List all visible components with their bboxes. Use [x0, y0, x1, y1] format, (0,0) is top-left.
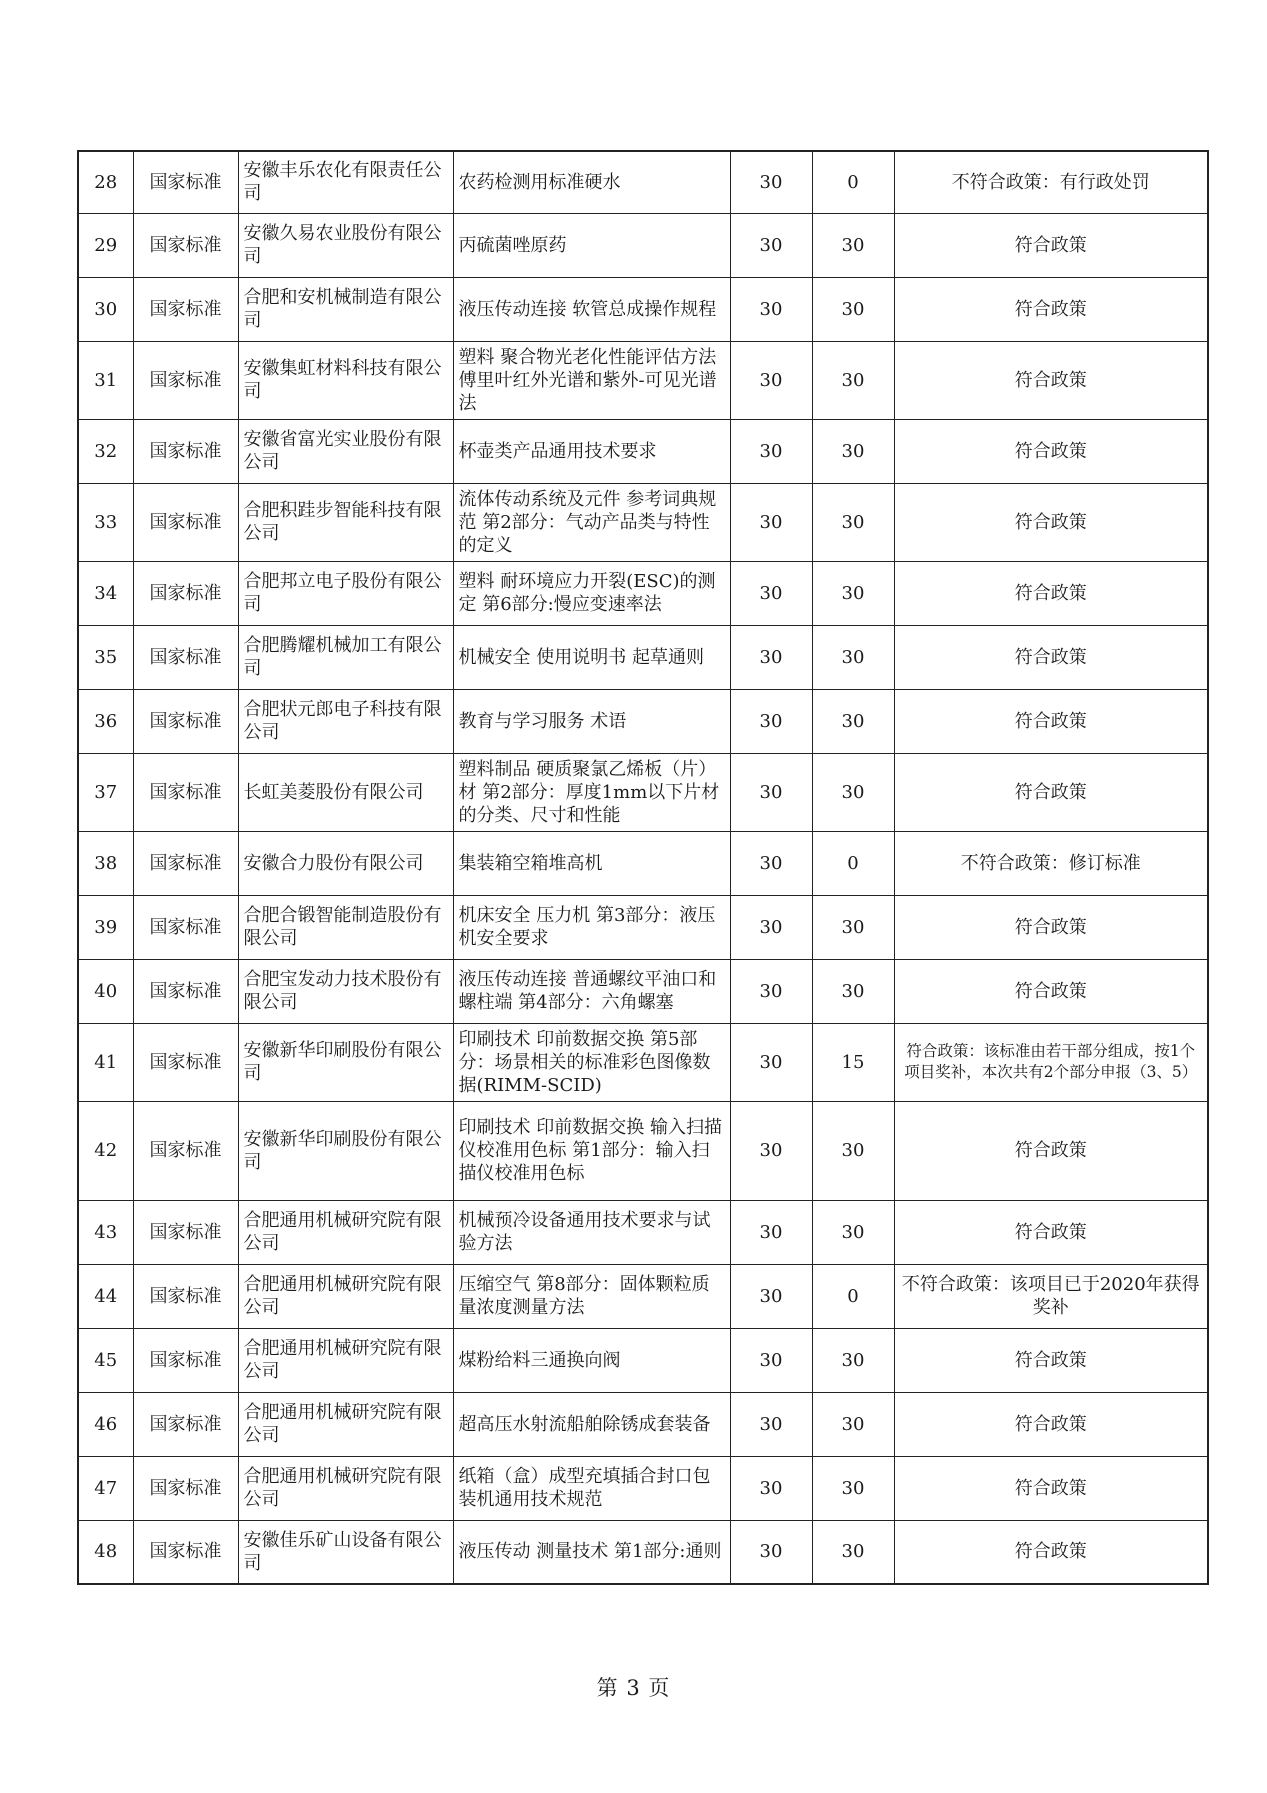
award-amount: 30	[812, 483, 894, 561]
company-name: 合肥腾耀机械加工有限公司	[238, 625, 453, 689]
company-name: 安徽佳乐矿山设备有限公司	[238, 1520, 453, 1584]
policy-remark: 符合政策	[894, 1392, 1208, 1456]
award-amount: 0	[812, 831, 894, 895]
row-number: 45	[78, 1328, 133, 1392]
company-name: 合肥通用机械研究院有限公司	[238, 1200, 453, 1264]
award-amount: 30	[812, 689, 894, 753]
policy-remark: 符合政策	[894, 1520, 1208, 1584]
table-row	[78, 753, 1208, 831]
policy-remark: 符合政策	[894, 341, 1208, 419]
company-name: 合肥宝发动力技术股份有限公司	[238, 959, 453, 1023]
standard-type: 国家标准	[133, 1101, 238, 1200]
award-amount: 15	[812, 1023, 894, 1101]
standard-title: 机械安全 使用说明书 起草通则	[453, 625, 730, 689]
award-amount: 30	[812, 341, 894, 419]
award-amount: 30	[812, 1392, 894, 1456]
standard-type: 国家标准	[133, 831, 238, 895]
row-number: 35	[78, 625, 133, 689]
company-name: 安徽省富光实业股份有限公司	[238, 419, 453, 483]
standard-type: 国家标准	[133, 625, 238, 689]
standard-type: 国家标准	[133, 959, 238, 1023]
standard-title-text: 塑料 耐环境应力开裂(ESC)的测定 第6部分:慢应变速率法	[458, 571, 716, 615]
standard-title: 塑料 聚合物光老化性能评估方法 傅里叶红外光谱和紫外-可见光谱法	[453, 341, 730, 419]
company-name: 安徽合力股份有限公司	[238, 831, 453, 895]
row-number: 38	[78, 831, 133, 895]
policy-remark: 符合政策	[894, 419, 1208, 483]
declared-amount: 30	[730, 483, 812, 561]
standard-type: 国家标准	[133, 1200, 238, 1264]
standard-type: 国家标准	[133, 483, 238, 561]
standard-title: 超高压水射流船舶除锈成套装备	[453, 1392, 730, 1456]
company-name: 合肥通用机械研究院有限公司	[238, 1264, 453, 1328]
row-number: 37	[78, 753, 133, 831]
company-name: 合肥通用机械研究院有限公司	[238, 1456, 453, 1520]
policy-remark: 符合政策	[894, 959, 1208, 1023]
standard-title: 丙硫菌唑原药	[453, 213, 730, 277]
award-amount: 30	[812, 625, 894, 689]
table-row	[78, 561, 1208, 625]
policy-remark: 符合政策	[894, 561, 1208, 625]
standard-title: 机械预冷设备通用技术要求与试验方法	[453, 1200, 730, 1264]
declared-amount: 30	[730, 625, 812, 689]
company-name: 合肥合锻智能制造股份有限公司	[238, 895, 453, 959]
policy-remark: 符合政策	[894, 277, 1208, 341]
company-name: 安徽新华印刷股份有限公司	[238, 1101, 453, 1200]
policy-remark: 不符合政策：修订标准	[894, 831, 1208, 895]
policy-remark: 不符合政策：该项目已于2020年获得奖补	[894, 1264, 1208, 1328]
standard-type: 国家标准	[133, 1520, 238, 1584]
award-amount: 30	[812, 1456, 894, 1520]
declared-amount: 30	[730, 341, 812, 419]
page-number: 第 3 页	[596, 1676, 671, 1700]
company-name: 安徽集虹材料科技有限公司	[238, 341, 453, 419]
standard-title: 机床安全 压力机 第3部分：液压机安全要求	[453, 895, 730, 959]
table-row	[78, 1264, 1208, 1328]
policy-remark: 符合政策	[894, 753, 1208, 831]
standard-type: 国家标准	[133, 895, 238, 959]
award-amount: 0	[812, 151, 894, 213]
declared-amount: 30	[730, 895, 812, 959]
row-number: 30	[78, 277, 133, 341]
declared-amount: 30	[730, 689, 812, 753]
table-row	[78, 213, 1208, 277]
declared-amount: 30	[730, 1023, 812, 1101]
award-amount: 30	[812, 895, 894, 959]
standard-title: 教育与学习服务 术语	[453, 689, 730, 753]
row-number: 40	[78, 959, 133, 1023]
row-number: 39	[78, 895, 133, 959]
award-amount: 30	[812, 1328, 894, 1392]
standard-type: 国家标准	[133, 1392, 238, 1456]
policy-remark: 不符合政策：有行政处罚	[894, 151, 1208, 213]
standard-type: 国家标准	[133, 341, 238, 419]
standard-title: 压缩空气 第8部分：固体颗粒质量浓度测量方法	[453, 1264, 730, 1328]
standard-type: 国家标准	[133, 151, 238, 213]
declared-amount: 30	[730, 419, 812, 483]
declared-amount: 30	[730, 1200, 812, 1264]
table-row	[78, 1328, 1208, 1392]
standard-title: 液压传动连接 软管总成操作规程	[453, 277, 730, 341]
table-row	[78, 341, 1208, 419]
row-number: 48	[78, 1520, 133, 1584]
standard-title: 塑料制品 硬质聚氯乙烯板（片）材 第2部分：厚度1mm以下片材的分类、尺寸和性能	[453, 753, 730, 831]
declared-amount: 30	[730, 1456, 812, 1520]
declared-amount: 30	[730, 753, 812, 831]
award-amount: 30	[812, 277, 894, 341]
standard-title-text: 液压传动连接 普通螺纹平油口和螺柱端 第4部分：六角螺塞	[458, 969, 717, 1013]
policy-remark: 符合政策	[894, 689, 1208, 753]
standard-type: 国家标准	[133, 1023, 238, 1101]
table-row	[78, 1200, 1208, 1264]
award-amount: 30	[812, 1101, 894, 1200]
table-row	[78, 419, 1208, 483]
policy-remark: 符合政策：该标准由若干部分组成，按1个项目奖补，本次共有2个部分申报（3、5）	[894, 1023, 1208, 1101]
company-name: 安徽丰乐农化有限责任公司	[238, 151, 453, 213]
award-amount: 30	[812, 419, 894, 483]
row-number: 47	[78, 1456, 133, 1520]
row-number: 32	[78, 419, 133, 483]
standard-type: 国家标准	[133, 419, 238, 483]
standard-type: 国家标准	[133, 1328, 238, 1392]
award-amount: 30	[812, 561, 894, 625]
standard-title: 印刷技术 印前数据交换 第5部分：场景相关的标准彩色图像数据(RIMM-SCID)	[453, 1023, 730, 1101]
declared-amount: 30	[730, 277, 812, 341]
standard-title: 液压传动 测量技术 第1部分:通则	[453, 1520, 730, 1584]
table-row	[78, 277, 1208, 341]
table-row	[78, 959, 1208, 1023]
standard-title: 农药检测用标准硬水	[453, 151, 730, 213]
declared-amount: 30	[730, 831, 812, 895]
policy-remark: 符合政策	[894, 625, 1208, 689]
declared-amount: 30	[730, 1328, 812, 1392]
row-number: 42	[78, 1101, 133, 1200]
standard-type: 国家标准	[133, 753, 238, 831]
table-row	[78, 1392, 1208, 1456]
table-row	[78, 831, 1208, 895]
standard-type: 国家标准	[133, 689, 238, 753]
standard-title: 流体传动系统及元件 参考词典规范 第2部分：气动产品类与特性的定义	[453, 483, 730, 561]
policy-remark: 符合政策	[894, 1200, 1208, 1264]
declared-amount: 30	[730, 213, 812, 277]
declared-amount: 30	[730, 151, 812, 213]
declared-amount: 30	[730, 1101, 812, 1200]
row-number: 34	[78, 561, 133, 625]
award-amount: 30	[812, 753, 894, 831]
standard-title: 纸箱（盒）成型充填插合封口包装机通用技术规范	[453, 1456, 730, 1520]
declared-amount: 30	[730, 1392, 812, 1456]
company-name: 安徽久易农业股份有限公司	[238, 213, 453, 277]
award-amount: 30	[812, 1200, 894, 1264]
company-name: 合肥积跬步智能科技有限公司	[238, 483, 453, 561]
standard-type: 国家标准	[133, 277, 238, 341]
award-amount: 0	[812, 1264, 894, 1328]
standard-title	[453, 959, 730, 1023]
standard-title: 煤粉给料三通换向阀	[453, 1328, 730, 1392]
declared-amount: 30	[730, 561, 812, 625]
company-name: 长虹美菱股份有限公司	[238, 753, 453, 831]
row-number: 41	[78, 1023, 133, 1101]
row-number: 28	[78, 151, 133, 213]
policy-remark: 符合政策	[894, 1101, 1208, 1200]
row-number: 33	[78, 483, 133, 561]
policy-remark: 符合政策	[894, 895, 1208, 959]
award-amount: 30	[812, 959, 894, 1023]
table-row	[78, 1456, 1208, 1520]
declared-amount: 30	[730, 959, 812, 1023]
company-name: 合肥和安机械制造有限公司	[238, 277, 453, 341]
declared-amount: 30	[730, 1520, 812, 1584]
standard-title: 杯壶类产品通用技术要求	[453, 419, 730, 483]
standard-title: 集装箱空箱堆高机	[453, 831, 730, 895]
standard-type: 国家标准	[133, 1456, 238, 1520]
table-row	[78, 1023, 1208, 1101]
policy-remark: 符合政策	[894, 213, 1208, 277]
row-number: 43	[78, 1200, 133, 1264]
table-row	[78, 151, 1208, 213]
standard-type: 国家标准	[133, 1264, 238, 1328]
table-row	[78, 895, 1208, 959]
policy-remark: 符合政策	[894, 1328, 1208, 1392]
company-name: 合肥通用机械研究院有限公司	[238, 1328, 453, 1392]
row-number: 31	[78, 341, 133, 419]
policy-remark: 符合政策	[894, 483, 1208, 561]
row-number: 29	[78, 213, 133, 277]
company-name: 合肥状元郎电子科技有限公司	[238, 689, 453, 753]
company-name: 安徽新华印刷股份有限公司	[238, 1023, 453, 1101]
standard-title	[453, 561, 730, 625]
standard-type: 国家标准	[133, 561, 238, 625]
table-row	[78, 1520, 1208, 1584]
award-amount: 30	[812, 213, 894, 277]
standard-title: 印刷技术 印前数据交换 输入扫描仪校准用色标 第1部分：输入扫描仪校准用色标	[453, 1101, 730, 1200]
standards-award-table	[77, 150, 1209, 1585]
policy-remark: 符合政策	[894, 1456, 1208, 1520]
table-row	[78, 689, 1208, 753]
company-name: 合肥通用机械研究院有限公司	[238, 1392, 453, 1456]
table-row	[78, 625, 1208, 689]
row-number: 46	[78, 1392, 133, 1456]
row-number: 44	[78, 1264, 133, 1328]
standard-type: 国家标准	[133, 213, 238, 277]
company-name: 合肥邦立电子股份有限公司	[238, 561, 453, 625]
table-row	[78, 483, 1208, 561]
table-body	[78, 151, 1208, 1584]
award-amount: 30	[812, 1520, 894, 1584]
table-row	[78, 1101, 1208, 1200]
declared-amount: 30	[730, 1264, 812, 1328]
row-number: 36	[78, 689, 133, 753]
